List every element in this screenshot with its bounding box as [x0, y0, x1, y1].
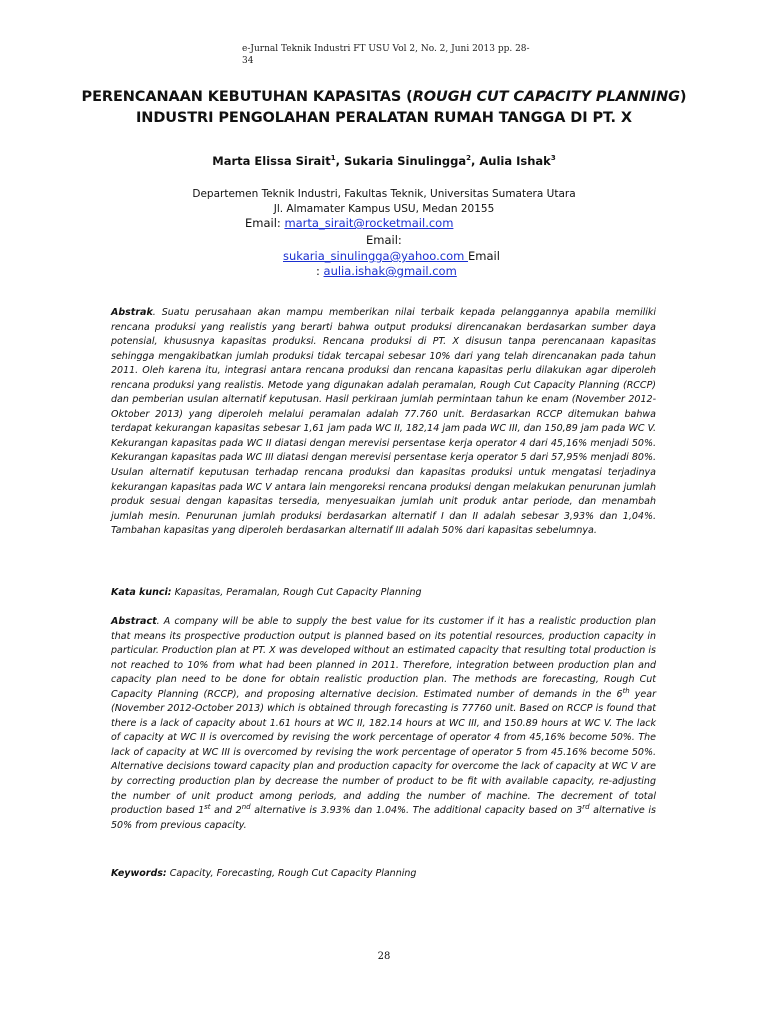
abstrak-paragraph — [111, 306, 656, 539]
author-2: , Sukaria Sinulingga — [335, 154, 467, 168]
keywords-text: Capacity, Forecasting, Rough Cut Capacity Planning — [166, 868, 417, 879]
abstract-sup-3: nd — [241, 802, 251, 811]
abstract-paragraph — [111, 615, 656, 833]
email-link-1[interactable]: marta_sirait@rocketmail.com — [284, 216, 454, 230]
email-line-4 — [316, 264, 457, 278]
title-text-b: ) — [679, 89, 687, 105]
affiliation-department: Departemen Teknik Industri, Fakultas Teknik, Universitas Sumatera Utara — [192, 188, 576, 200]
author-1: Marta Elissa Sirait — [212, 154, 331, 168]
keywords-label: Keywords: — [111, 868, 167, 879]
kata-kunci-label: Kata kunci: — [111, 587, 172, 598]
abstract-text-2: year (November 2012-October 2013) which is obtained through forecasting is 77760 unit. Based on RCCP is found that there is a lack of capacity about 1.61 hours at WC II, 182.14 hours at WC III, and 150.89 hours at WC V. The lack of capacity at WC II is overcomed by revising the work percentage of operator 4 from 45,16% become 50%. The lack of capacity at WC III is overcomed by revising the work percentage of operator 5 from 45.16% become 50%. Alternative decisions toward capacity plan and production capacity for overcome the lack of capacity at WC V are by correcting production plan by decrease the number of product to be fit with available capacity, re-adjusting the number of unit product among periods, and adding the number of machine. The decrement of total production based 1 — [111, 688, 656, 817]
keywords — [111, 868, 416, 879]
author-list — [0, 154, 768, 168]
abstrak-body: . Suatu perusahaan akan mampu memberikan nilai terbaik kepada pelanggannya apabila memiliki rencana produksi yang realistis yang berarti bahwa output produksi direncanakan berdasarkan sumber daya potensial, khususnya kapasitas produksi. Rencana produksi di PT. X disusun tanpa perencanaan kapasitas sehingga mengakibatkan jumlah produksi tidak tercapai sebesar 10% dari yang telah direncanakan pada tahun 2011. Oleh karena itu, integrasi antara rencana produksi dan rencana kapasitas perlu dilakukan agar diperoleh rencana produksi yang realistis. Metode yang digunakan adalah peramalan, Rough Cut Capacity Planning (RCCP) dan pemberian usulan alternatif keputusan. Hasil perkiraan jumlah permintaan tahun ke enam (November 2012-Oktober 2013) yang diperoleh melalui peramalan adalah 77.760 unit. Berdasarkan RCCP ditemukan bahwa terdapat kekurangan kapasitas sebesar 1,61 jam pada WC II, 182,14 jam pada WC III, dan 150,89 jam pada WC V. Kekurangan kapasitas pada WC II diatasi dengan merevisi persentase kerja operator 4 dari 45,16% menjadi 50%. Kekurangan kapasitas pada WC III diatasi dengan merevisi persentase kerja operator 5 dari 57,95% menjadi 80%. Usulan alternatif keputusan terhadap rencana produksi dan kapasitas produksi untuk mengatasi terjadinya kekurangan kapasitas pada WC V antara lain mengoreksi rencana produksi dengan melakukan penurunan jumlah produk sesuai dengan kapasitas tersedia, menyesuaikan jumlah unit produk antar periode, dan menambah jumlah mesin. Penurunan jumlah produksi berdasarkan alternatif I dan II adalah sebesar 3,93% dan 1,04%. Tambahan kapasitas yang diperoleh berdasarkan alternatif III adalah 50% dari kapasitas sebelumnya. — [111, 307, 656, 537]
page-number: 28 — [377, 951, 391, 962]
author-2-affil: 2 — [466, 154, 471, 163]
journal-header — [242, 44, 532, 67]
email-link-3[interactable]: aulia.ishak@gmail.com — [323, 264, 457, 278]
kata-kunci — [111, 587, 422, 598]
email-label-2: Email: — [366, 233, 402, 247]
title-line-1 — [60, 87, 708, 108]
email-link-2[interactable]: sukaria_sinulingga@yahoo.com — [283, 249, 468, 263]
abstract-sup-2: st — [204, 802, 211, 811]
email-label-1: Email: — [245, 216, 285, 230]
affiliation-address: Jl. Almamater Kampus USU, Medan 20155 — [273, 203, 495, 215]
email-colon: : — [316, 264, 324, 278]
email-label-3: Email — [467, 249, 500, 263]
author-3: , Aulia Ishak — [471, 154, 551, 168]
abstract-sup-4: rd — [582, 802, 590, 811]
abstract-text-3: and 2 — [210, 805, 242, 817]
kata-kunci-text: Kapasitas, Peramalan, Rough Cut Capacity Planning — [171, 587, 422, 598]
abstract-text-5: alternative is 50% from previous capacity. — [111, 805, 656, 831]
title-text-italic: ROUGH CUT CAPACITY PLANNING — [412, 89, 680, 105]
journal-citation: e-Jurnal Teknik Industri FT USU Vol 2, No. 2, Juni 2013 pp. 28-34 — [242, 44, 530, 66]
title-line-2: INDUSTRI PENGOLAHAN PERALATAN RUMAH TANGGA DI PT. X — [135, 110, 632, 126]
abstract-sup-1: th — [622, 686, 630, 695]
email-line-3 — [283, 249, 500, 263]
email-line-1 — [245, 216, 453, 230]
abstract-text-1: . A company will be able to supply the best value for its customer if it has a realistic production plan that means its prospective production output is planned based on its potential resources, production capacity in particular. Production plan at PT. X was developed without an estimated capacity that resulting total production is not reached to 10% from what had been planned in 2011. Therefore, integration between production plan and capacity plan need to be done for obtain realistic production plan. The methods are forecasting, Rough Cut Capacity Planning (RCCP), and proposing alternative decision. Estimated number of demands in the 6 — [111, 616, 656, 700]
abstract-label: Abstract — [111, 616, 157, 627]
abstrak-label: Abstrak — [111, 307, 153, 318]
title-text-a: PERENCANAAN KEBUTUHAN KAPASITAS ( — [81, 89, 413, 105]
paper-title — [60, 87, 708, 129]
author-1-affil: 1 — [330, 154, 336, 163]
abstract-text-4: alternative is 3.93% dan 1.04%. The additional capacity based on 3 — [250, 805, 583, 817]
author-3-affil: 3 — [550, 154, 556, 163]
